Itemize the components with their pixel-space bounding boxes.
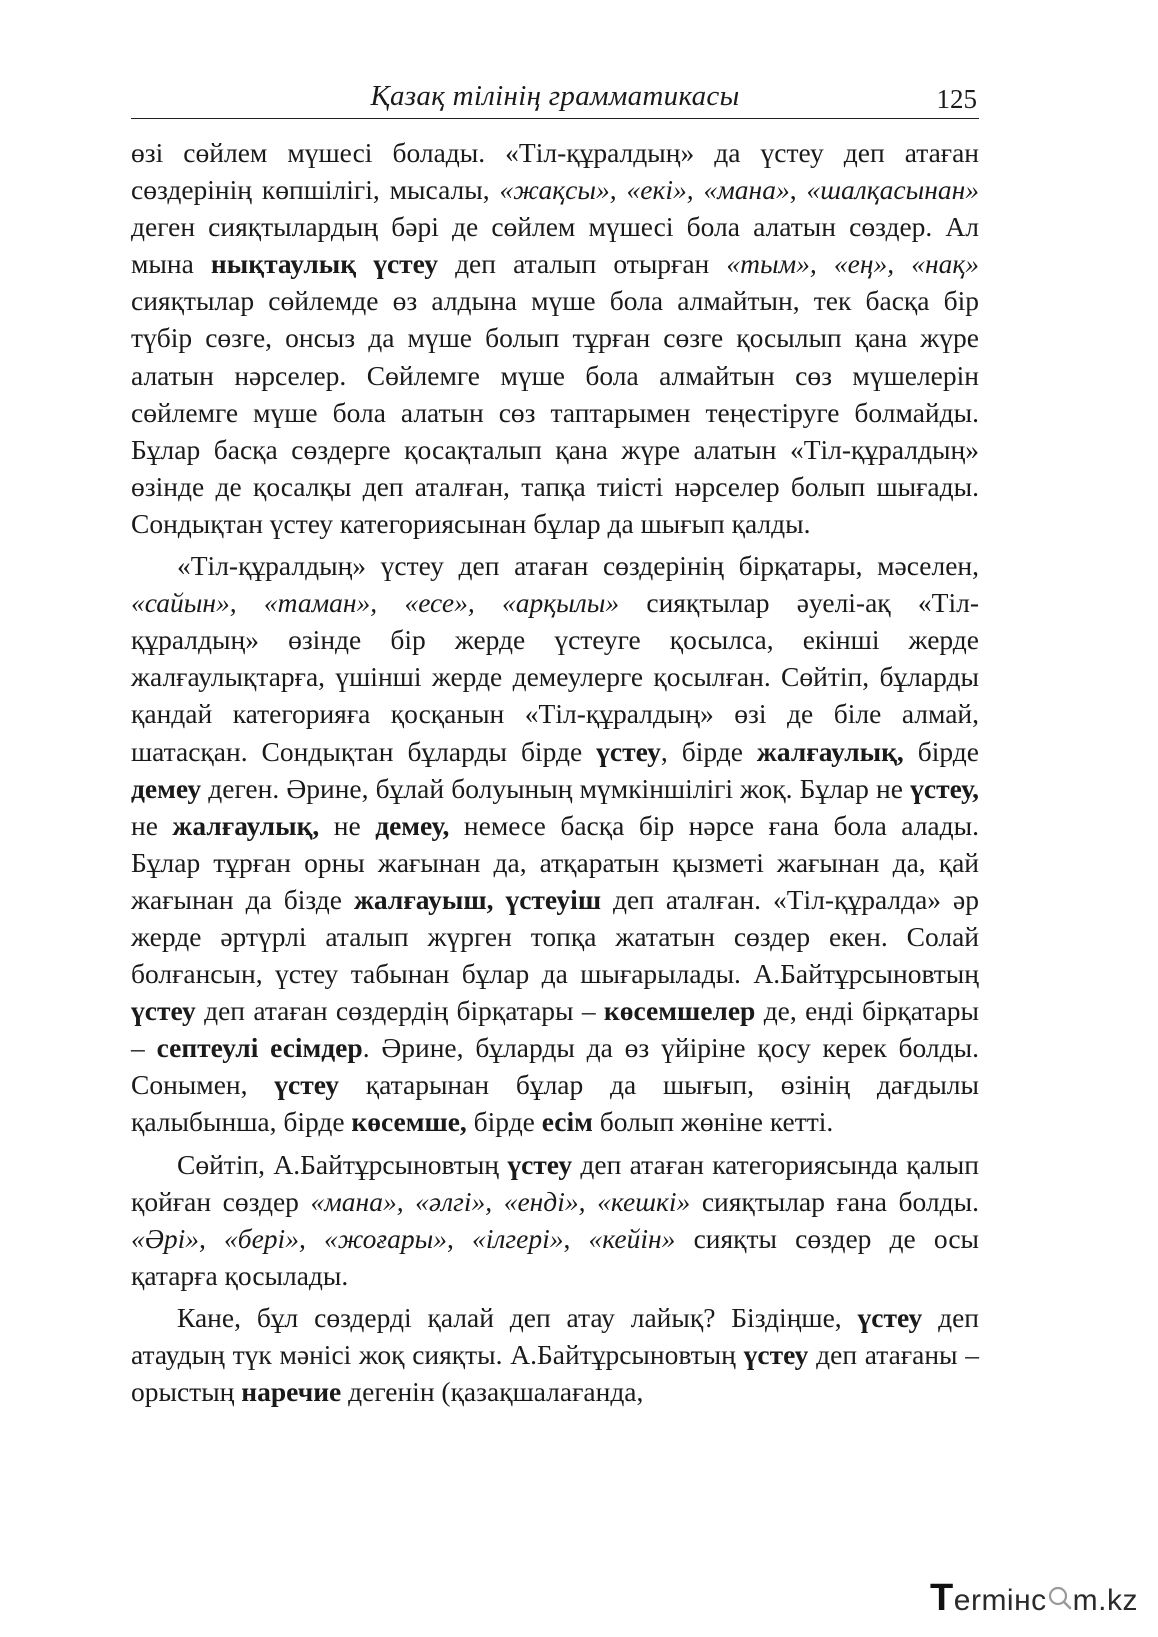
italic-example: «ілгері» [472, 1222, 564, 1254]
text-run: деген сияқтылардың бәрі де сөйлем мүшесі бола алатын сөздер. Ал мына [131, 211, 979, 280]
bold-term: үстеу [596, 735, 661, 767]
watermark-initial: T [930, 1577, 954, 1619]
bold-term: демеу [131, 772, 202, 804]
italic-example: «шалқасынан» [806, 174, 980, 206]
text-run: бірде [903, 735, 979, 767]
text-run: деген. Әрине, бұлай болуының мүмкіншілігі жоқ. Бұлар не [201, 772, 911, 804]
paragraph [131, 1146, 979, 1294]
running-header [131, 78, 979, 119]
watermark-text-b: m.kz [1072, 1584, 1138, 1617]
text-run: дегенін (қазақшалағанда, [341, 1376, 644, 1408]
text-run: не [319, 809, 376, 841]
page-number: 125 [936, 84, 977, 114]
text-run: Сөйтіп, А.Байтұрсыновтың [177, 1148, 508, 1180]
text-run: деп атаудың түк мәнісі жоқ сияқты. А.Байтұрсыновтың [131, 1301, 979, 1370]
text-run: . Әрине, бұларды да өз үйіріне қосу керек болды. Сонымен, [131, 1032, 980, 1101]
text-run: «Тіл-құралдың» үстеу деп атаған сөздерінің бірқатары, мәселен, [177, 550, 979, 582]
text-run: , [789, 174, 807, 206]
text-run: , [446, 1222, 472, 1254]
bold-term: үстеу [743, 1339, 809, 1370]
text-run: немесе басқа бір нәрсе ғана бола алады. Бұлар тұрған орны жағынан да, атқаратын қызметі жағынан да, қай жағынан да бізде [131, 809, 979, 915]
bold-term: үстеу [131, 995, 196, 1027]
italic-example: «тым», «ең», «нақ» [726, 248, 979, 280]
text-run: деп аталған. «Тіл-құралда» әр жерде әртүрлі аталып жүрген топқа жататын сөздер екен. Солай болғансын, үстеу табынан бұлар да шығарылады. А.Байтұрсыновтың [131, 883, 979, 990]
watermark-text-a: ermінc [953, 1584, 1047, 1617]
text-run: өзі сөйлем мүшесі болады. «Тіл-құралдың» да үстеу деп атаған сөздерінің көпшілігі, мысалы, [131, 137, 979, 206]
text-run: болып жөніне кетті. [592, 1106, 834, 1138]
bold-term: үстеу [507, 1148, 573, 1180]
bold-term: көсемше, [351, 1106, 467, 1138]
bold-term: үстеу, [910, 772, 979, 804]
text-run: сияқтылар ғана болды. [690, 1185, 979, 1217]
bold-term: жалғауыш, үстеуіш [353, 883, 602, 915]
bold-term: жалғаулық, [172, 809, 320, 841]
text-run: сияқтылар әуелі-ақ «Тіл-құралдың» өзінде бір жерде үстеуге қосылса, екінші жерде жалғаулықтарға, үшінші жерде демеулерге қосылған. Сөйтіп, бұларды қандай категорияға қосқанын «Тіл-құралдың» өзі де біле алмай, шатасқан. Сондықтан бұларды бірде [131, 587, 979, 767]
bold-term: көсемшелер [603, 995, 756, 1027]
site-watermark [930, 1577, 1138, 1620]
bold-term: жалғаулық, [756, 735, 904, 767]
bold-term: үстеу [274, 1069, 340, 1101]
bold-term: есім [541, 1106, 593, 1138]
text-run: деп атағаны – орыстың [131, 1339, 980, 1408]
text-run: не [131, 809, 173, 841]
bold-term: демеу, [375, 809, 450, 841]
text-run: , бірде [660, 735, 757, 767]
book-title: Қазақ тілінің грамматикасы [370, 80, 740, 112]
bold-term: үстеу [857, 1301, 923, 1333]
paragraph [131, 134, 979, 542]
text-run: Кане, бұл сөздерді қалай деп атау лайық? Біздіңше, [177, 1301, 858, 1333]
paragraph [131, 1299, 979, 1410]
italic-example: «Әрі», «бері», «жоғары» [131, 1222, 447, 1254]
text-run: қатарынан бұлар да шығып, өзінің дағдылы қалыбынша, бірде [131, 1069, 979, 1138]
magnifier-icon [1047, 1585, 1073, 1619]
bold-term: наречие [241, 1376, 342, 1408]
text-run: , [563, 1222, 589, 1254]
text-run: бірде [466, 1106, 542, 1138]
italic-example: «сайын», «таман», «есе», «арқылы» [131, 587, 620, 619]
text-run: сияқты сөздер де осы қатарға қосылады. [131, 1222, 980, 1291]
bold-term: септеулі есімдер [156, 1032, 363, 1064]
paragraph [131, 547, 979, 1141]
body-text [131, 134, 979, 1410]
italic-example: «мана», «әлгі», «енді», «кешкі» [310, 1185, 691, 1217]
text-run: сияқтылар сөйлемде өз алдына мүше бола алмайтын, тек басқа бір түбір сөзге, онсыз да мүше болып тұрған сөзге қосылып қана жүре алатын нәрселер. Сөйлемге мүше бола алмайтын сөз мүшелерін сөйлемге мүше бола алатын сөз таптарымен теңестіруге болмайды. Бұлар басқа сөздерге қосақталып қана жүре алатын «Тіл-құралдың» өзінде де қосалқы деп аталған, тапқа тиісті нәрселер болып шығады. Сондықтан үстеу категориясынан бұлар да шығып қалды. [131, 285, 979, 539]
text-run: де, енді бірқатары – [131, 995, 979, 1064]
text-run: деп атаған категориясында қалып қойған сөздер [131, 1148, 979, 1217]
text-run: деп атаған сөздердің бірқатары – [195, 995, 604, 1027]
italic-example: «кейін» [588, 1222, 676, 1254]
text-run: деп аталып отырған [437, 248, 727, 280]
italic-example: «жақсы», «екі», «мана» [499, 174, 790, 206]
bold-term: нықтаулық үстеу [210, 248, 438, 280]
